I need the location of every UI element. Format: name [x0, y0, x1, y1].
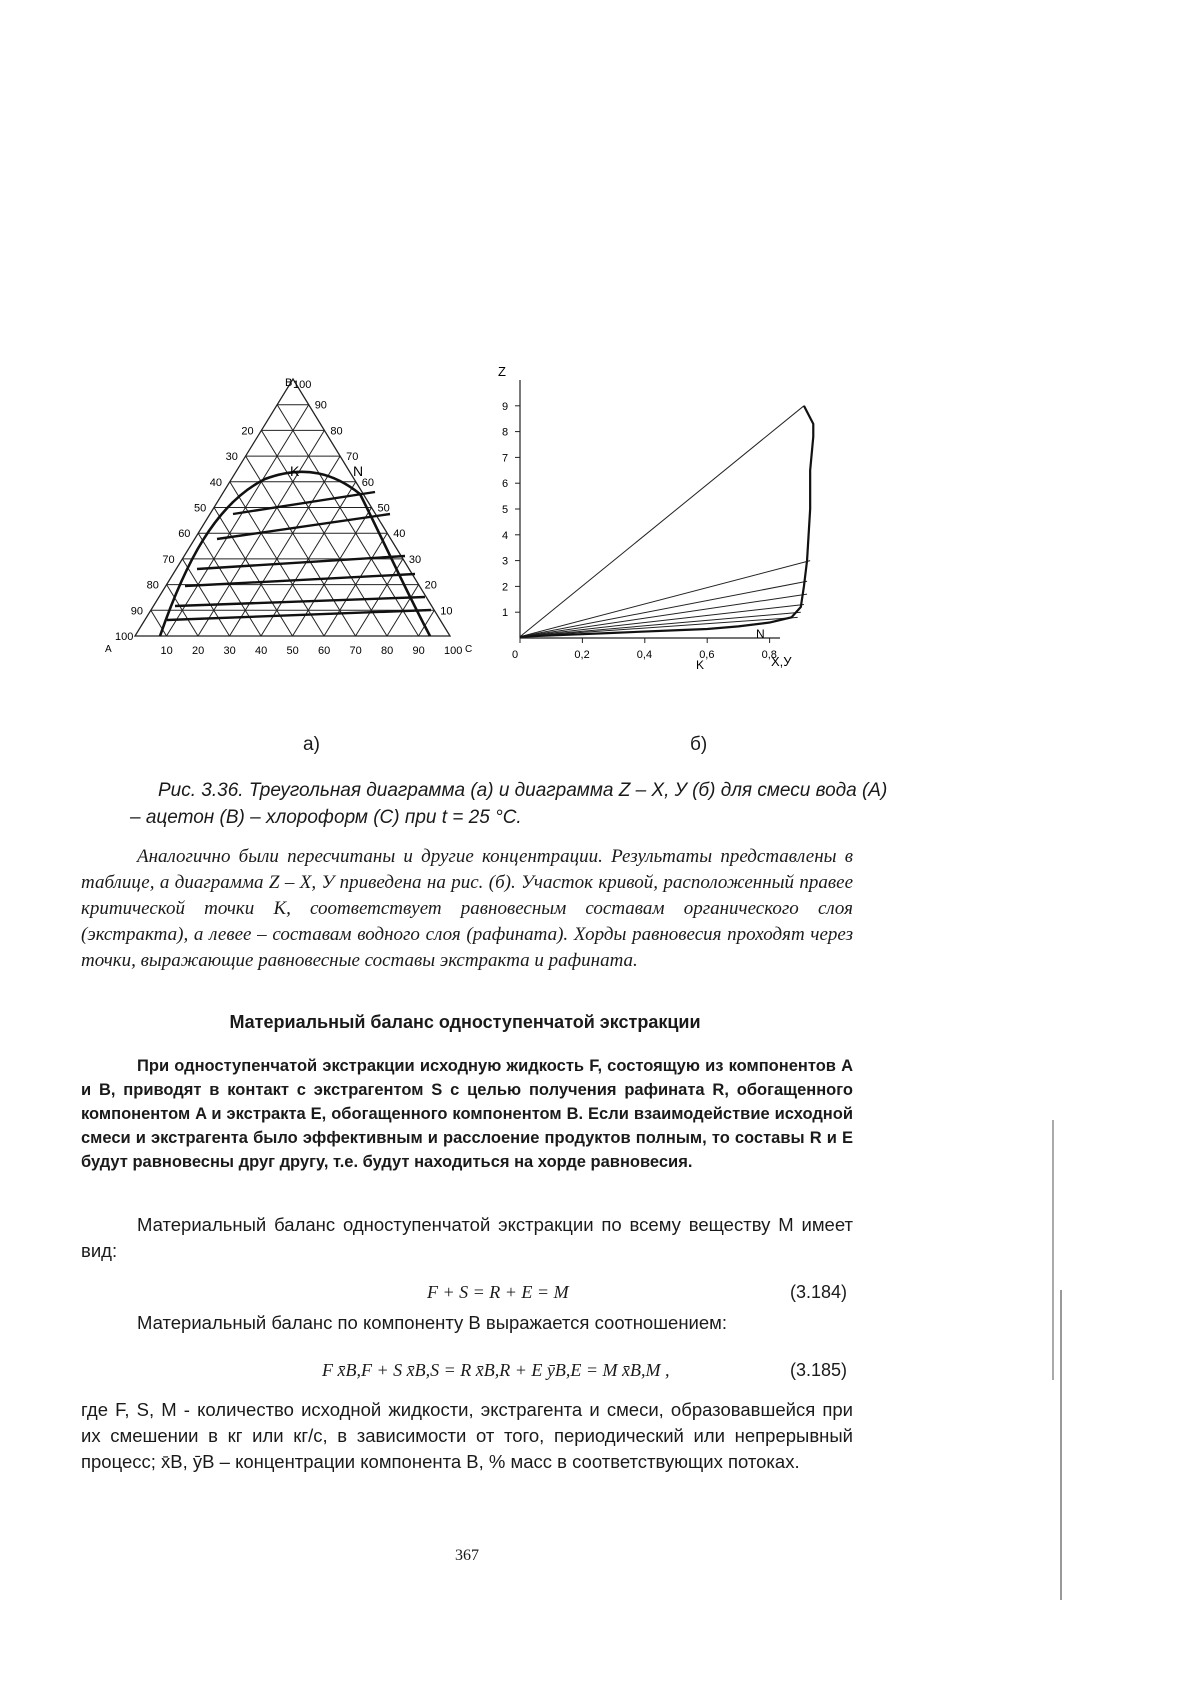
axis-tick-label: 60: [178, 528, 191, 541]
point-k-label: K: [290, 463, 300, 479]
axis-tick-label: 30: [223, 645, 236, 657]
bottom-axis-labels: [161, 645, 463, 657]
top-label: 100: [293, 379, 312, 391]
figure-caption: Рис. 3.36. Треугольная диаграмма (а) и диаграмма Z – X, У (б) для смеси вода (А) – ацетон (В) – хлороформ (С) при t = 25 °C.: [130, 780, 888, 828]
y-tick-label: 5: [502, 504, 509, 516]
axis-tick-label: 20: [241, 425, 254, 438]
equation-3-184-number: (3.184): [790, 1282, 848, 1302]
y-tick-label: 7: [502, 452, 509, 465]
axis-tick-label: 80: [146, 579, 159, 592]
paragraph-definitions: где F, S, M - количество исходной жидкости, экстрагента и смеси, образовавшейся при их смешении в кг или кг/с, в зависимости от того, периодический или непрерывный процесс; x̄B, ȳB – концентрации компонента B, % масс в соответствующих потоках.: [81, 1399, 853, 1472]
tie-lines: [167, 492, 431, 620]
section-heading: Материальный баланс одноступенчатой экстракции: [229, 1012, 701, 1032]
y-tick-label: 3: [502, 555, 509, 568]
axis-tick-label: 10: [440, 605, 453, 618]
equilibrium-curve: [520, 406, 813, 637]
axis-tick-label: 90: [130, 605, 144, 618]
axis-tick-label: 20: [424, 579, 437, 592]
figure-a-sublabel: а): [303, 734, 320, 755]
scan-artifact: [1052, 1120, 1054, 1380]
x-tick-label: 0: [512, 649, 519, 661]
axis-tick-label: 50: [194, 502, 207, 515]
axis-tick-label: 60: [361, 476, 375, 489]
grid-line: [246, 456, 356, 636]
figure-b-sublabel: б): [690, 734, 708, 755]
y-tick-label: 4: [502, 529, 509, 542]
axis-tick-label: 40: [393, 528, 406, 541]
vertex-b-label: B: [285, 377, 293, 389]
page-number: 367: [455, 1547, 479, 1564]
y-tick-label: 6: [502, 478, 509, 491]
axis-tick-label: 70: [162, 553, 175, 566]
axis-tick-label: 60: [318, 645, 331, 657]
point-n-label: N: [756, 627, 765, 641]
y-tick-label: 9: [502, 400, 509, 413]
vertex-c-label: C: [465, 644, 473, 655]
paragraph-total-balance: Материальный баланс одноступенчатой экстракции по всему веществу M имеет вид:: [81, 1214, 853, 1261]
grid-line: [182, 559, 229, 636]
triangular-diagram: [105, 374, 505, 704]
grid-line: [419, 610, 435, 636]
y-tick-label: 2: [502, 581, 509, 594]
axis-tick-label: 90: [314, 399, 327, 412]
axis-tick-label: 90: [412, 645, 425, 657]
grid-line: [230, 456, 341, 636]
tie-line: [520, 406, 804, 637]
tie-lines: [520, 406, 810, 637]
point-n-label: N: [353, 463, 364, 479]
axis-tick-label: 50: [286, 645, 299, 657]
y-axis-label: Z: [498, 364, 506, 379]
axis-tick-label: 40: [255, 645, 268, 657]
vertex-a-label: A: [105, 644, 112, 655]
equation-3-185: F x̄B,F + S x̄B,S = R x̄B,R + E ȳB,E = M x̄B,M ,: [322, 1360, 670, 1380]
tie-line: [520, 561, 810, 637]
y-ticks: [502, 401, 520, 619]
paragraph-component-balance: Материальный баланс по компоненту B выражается соотношением:: [137, 1312, 728, 1333]
axis-tick-label: 20: [192, 645, 205, 657]
x-axis-label: X,У: [771, 654, 792, 669]
y-tick-label: 1: [502, 607, 509, 620]
axis-tick-label: 80: [330, 425, 343, 438]
point-k-label: K: [696, 658, 705, 672]
axis-tick-label: 100: [115, 631, 134, 643]
paragraph-bold: При одноступенчатой экстракции исходную жидкость F, состоящую из компонентов A и B, приводят в контакт с экстрагентом S с целью получения рафината R, обогащенного компонентом A и экстракта E, обогащенного компонентом B. Если взаимодействие исходной смеси и экстрагента было эффективным и расслоение продуктов полным, то составы R и E будут равновесны друг другу, т.е. будут находиться на хорде равновесия.: [81, 1057, 853, 1171]
y-tick-label: 8: [502, 426, 509, 439]
axis-tick-label: 10: [160, 645, 173, 657]
zxy-axes: [520, 380, 780, 638]
axis-tick-label: 50: [377, 502, 390, 515]
equation-3-184: F + S = R + E = M: [427, 1282, 569, 1302]
axis-tick-label: 80: [381, 645, 394, 657]
equation-3-185-number: (3.185): [790, 1360, 848, 1380]
axis-tick-label: 30: [225, 451, 238, 464]
paragraph-italic: Аналогично были пересчитаны и другие концентрации. Результаты представлены в таблице, а диаграмма Z – X, У приведена на рис. (б). Участок кривой, расположенный правее критической точки К, соответствует равновесным составам органического слоя (экстракта), а левее – составам водного слоя (рафината). Хорды равновесия проходят через точки, выражающие равновесные составы экстракта и рафината.: [81, 846, 853, 971]
x-tick-label: 0,8: [761, 649, 777, 661]
axis-tick-label: 100: [444, 645, 463, 657]
axis-tick-label: 40: [209, 476, 223, 489]
axis-tick-label: 70: [349, 645, 362, 657]
x-ticks: [512, 638, 777, 661]
x-tick-label: 0,2: [574, 649, 590, 661]
x-tick-label: 0,4: [636, 649, 653, 661]
x-tick-label: 0,6: [699, 649, 715, 661]
axis-tick-label: 70: [346, 451, 359, 464]
zxy-diagram: [498, 364, 900, 720]
axis-tick-label: 30: [408, 553, 422, 566]
scan-artifact: [1060, 1290, 1062, 1600]
